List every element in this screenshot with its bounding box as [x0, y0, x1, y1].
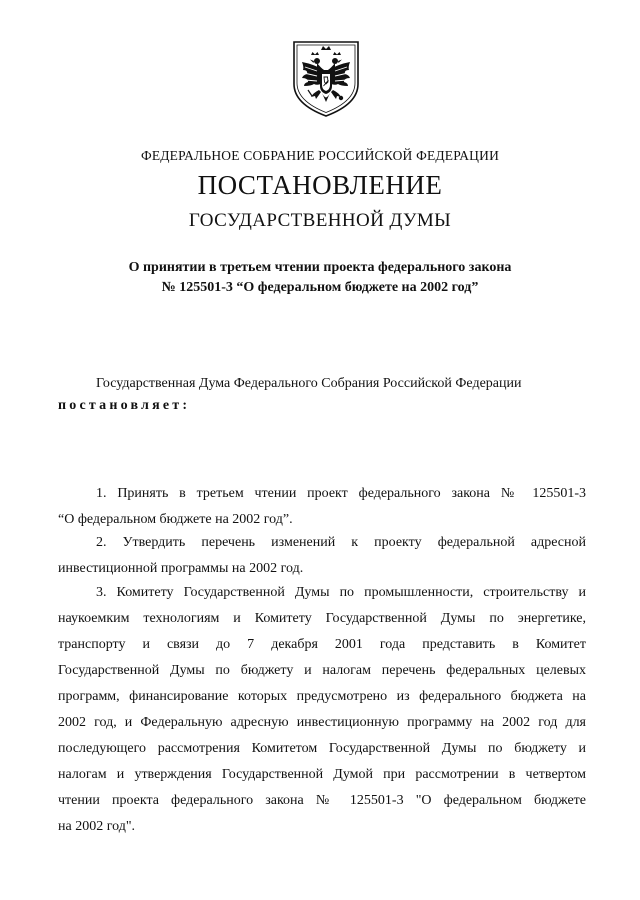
- resolution-item-3: [58, 580, 586, 840]
- paragraph-line: Государственной Думы по бюджету и налогам перечень федеральных целевых: [58, 663, 586, 678]
- decrees-word: постановляет:: [58, 398, 191, 413]
- paragraph-line: 2. Утвердить перечень изменений к проекту федеральной адресной: [96, 535, 586, 550]
- paragraph-line: последующего рассмотрения Комитетом Государственной Думы по бюджету и: [58, 741, 586, 756]
- preamble-line: Государственная Дума Федерального Собрания Российской Федерации: [96, 376, 522, 391]
- paragraph-line: программ, финансирование которых предусмотрено из федерального бюджета на: [58, 689, 586, 704]
- paragraph-line: чтении проекта федерального закона № 125501-3 "О федеральном бюджете: [58, 793, 586, 808]
- paragraph-line: 3. Комитету Государственной Думы по промышленности, строительству и: [96, 585, 586, 600]
- paragraph-line: наукоемким технологиям и Комитету Государственной Думы по энергетике,: [58, 611, 586, 626]
- double-headed-eagle-emblem-icon: [291, 40, 361, 118]
- paragraph-line: на 2002 год".: [58, 819, 136, 834]
- paragraph-line: 2002 год, и Федеральную адресную инвестиционную программу на 2002 год для: [58, 715, 586, 730]
- issuer-title: ГОСУДАРСТВЕННОЙ ДУМЫ: [188, 210, 452, 231]
- resolution-item-1: [58, 481, 586, 533]
- subject-line: № 125501-3 “О федеральном бюджете на 2002 год”: [161, 280, 479, 295]
- subject-line: О принятии в третьем чтении проекта федерального закона: [128, 260, 512, 275]
- resolution-item-2: [58, 530, 586, 582]
- parliament-name: ФЕДЕРАЛЬНОЕ СОБРАНИЕ РОССИЙСКОЙ ФЕДЕРАЦИИ: [140, 148, 500, 163]
- paragraph-line: инвестиционной программы на 2002 год.: [58, 561, 304, 576]
- paragraph-line: транспорту и связи до 7 декабря 2001 года представить в Комитет: [58, 637, 586, 652]
- preamble: [58, 371, 586, 397]
- paragraph-line: “О федеральном бюджете на 2002 год”.: [58, 512, 293, 527]
- paragraph-line: 1. Принять в третьем чтении проект федерального закона № 125501-3: [96, 486, 586, 501]
- paragraph-line: налогам и утверждения Государственной Думой при рассмотрении в четвертом: [58, 767, 586, 782]
- resolution-subject: [0, 258, 640, 298]
- document-type-title: ПОСТАНОВЛЕНИЕ: [197, 170, 443, 200]
